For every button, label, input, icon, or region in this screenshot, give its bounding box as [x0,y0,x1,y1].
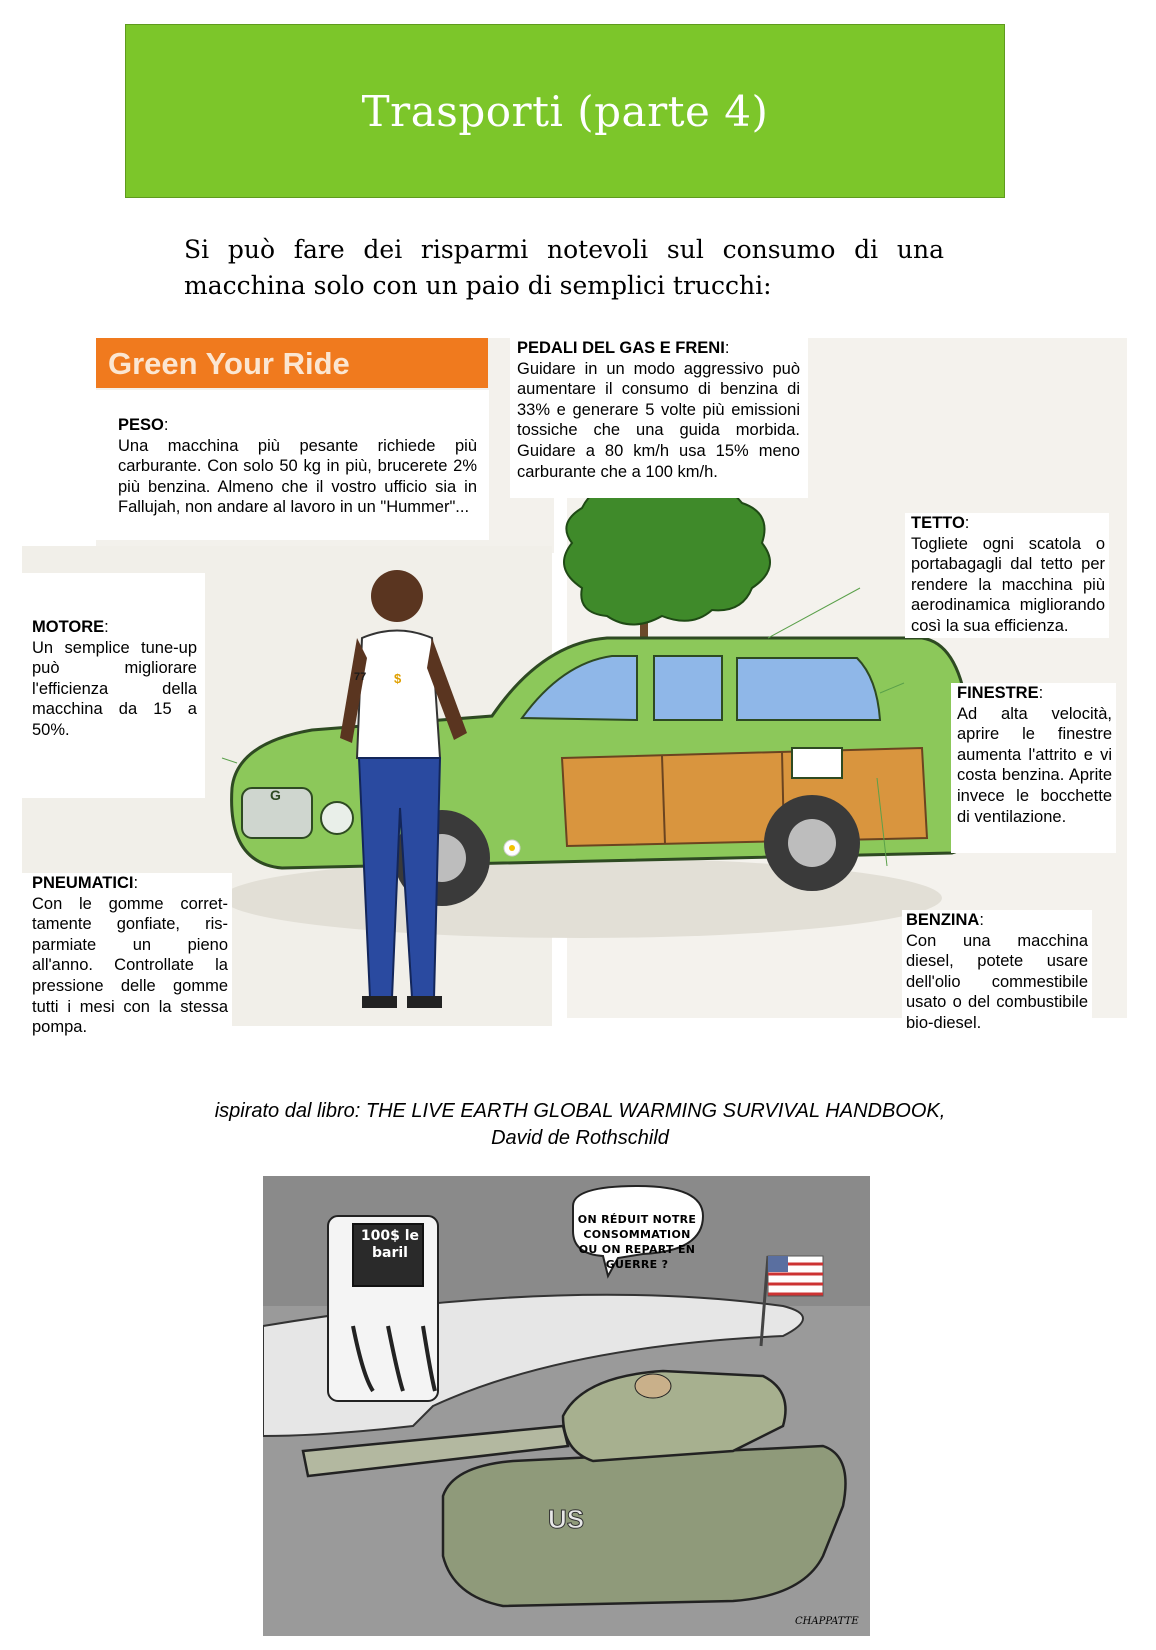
man-head [371,570,423,622]
tree-icon [564,478,770,625]
tank-label: US [548,1504,585,1534]
credit-line-2: David de Rothschild [491,1127,669,1149]
banner-text: Green Your Ride [108,346,350,381]
tip-peso-heading: PESO [118,416,164,434]
tip-motore: MOTORE: Un semplice tune-up può migliorare l'efficienza della macchina da 15 a 50%. [22,573,205,798]
tip-finestre-text: Ad alta velocità, aprire le finestre aumenta l'attrito e vi costa benzina. Aprite invece le bocchette di ventilazione. [957,704,1112,826]
tank-icon [443,1446,846,1606]
tip-motore-heading: MOTORE [32,618,105,636]
tip-pedali: PEDALI DEL GAS E FRENI: Guidare in un modo aggressivo può aumentare il consumo di benzina di 33% e generare 5 volte più emissioni tossiche che una guida morbida. Guidare a 80 km/h usa 15% meno carburante che a 100 km/h. [510,338,808,498]
tip-benzina-text: Con una macchina diesel, potete usare dell'olio commestibile usato o del combustibile bio-diesel. [906,931,1088,1032]
tip-motore-text: Un semplice tune-up può migliorare l'efficienza della macchina da 15 a 50%. [32,638,197,739]
jersey-number: 77 [354,671,367,683]
tip-pneumatici-text: Con le gomme correttamente gonfiate, risparmiate un pieno all'anno. Controllate la pressione delle gomme tutti i mesi con la stessa pompa. [32,894,228,1037]
credit-line-1: ispirato dal libro: THE LIVE EARTH GLOBAL WARMING SURVIVAL HANDBOOK, [214,1100,946,1122]
cartoonist-signature: CHAPPATTE [795,1616,859,1627]
speech-text: ON RÉDUIT NOTRE CONSOMMATION OU ON REPART EN GUERRE ? [577,1213,697,1271]
tip-peso: PESO: Una macchina più pesante richiede più carburante. Con solo 50 kg in più, brucerete 2% più benzina. Almeno che il vostro ufficio sia in Fallujah, non andare al lavoro in un "Hummer"... [96,390,489,540]
book-credit [80,1098,1080,1152]
tip-pedali-text: Guidare in un modo aggressivo può aumentare il consumo di benzina di 33% e generare 5 volte più emissioni tossiche che una guida morbida. Guidare a 80 km/h usa 15% meno carburante che a 100 km/h. [517,359,800,481]
tip-benzina-heading: BENZINA [906,911,980,929]
intro-paragraph: Si può fare dei risparmi notevoli sul consumo di una macchina solo con un paio di semplici trucchi: [184,235,944,300]
tip-pedali-heading: PEDALI DEL GAS E FRENI [517,339,725,357]
pump-sign-text: 100$ le baril [360,1228,420,1261]
title-banner [125,24,1005,198]
tip-pneumatici-heading: PNEUMATICI [32,874,134,892]
cartoon-illustration [263,1176,870,1636]
tip-benzina: BENZINA: Con una macchina diesel, potete usare dell'olio commestibile usato o del combustibile bio-diesel. [902,910,1092,1035]
pendant-icon: $ [394,671,402,686]
tip-pneumatici: PNEUMATICI: Con le gomme correttamente gonfiate, risparmiate un pieno all'anno. Controllate la pressione delle gomme tutti i mesi con la stessa pompa. [22,873,232,1053]
tip-tetto-heading: TETTO [911,514,965,532]
green-your-ride-infographic [22,338,1127,1053]
tip-tetto: TETTO: Togliete ogni scatola o portabagagli dal tetto per rendere la macchina più aerodinamica migliorando così la sua efficienza. [905,513,1109,638]
tip-tetto-text: Togliete ogni scatola o portabagagli dal tetto per rendere la macchina più aerodinamica migliorando così la sua efficienza. [911,534,1105,635]
man-tank-top [357,631,440,759]
tip-finestre-heading: FINESTRE [957,684,1039,702]
editorial-cartoon [263,1176,870,1636]
tip-peso-text: Una macchina più pesante richiede più carburante. Con solo 50 kg in più, brucerete 2% più benzina. Almeno che il vostro ufficio sia in Fallujah, non andare al lavoro in un "Hummer"... [118,436,477,517]
tip-finestre: FINESTRE: Ad alta velocità, aprire le finestre aumenta l'attrito e vi costa benzina. Aprite invece le bocchette di ventilazione. [951,683,1116,853]
page-title: Trasporti (parte 4) [361,86,769,136]
car-badge: G [270,787,281,803]
